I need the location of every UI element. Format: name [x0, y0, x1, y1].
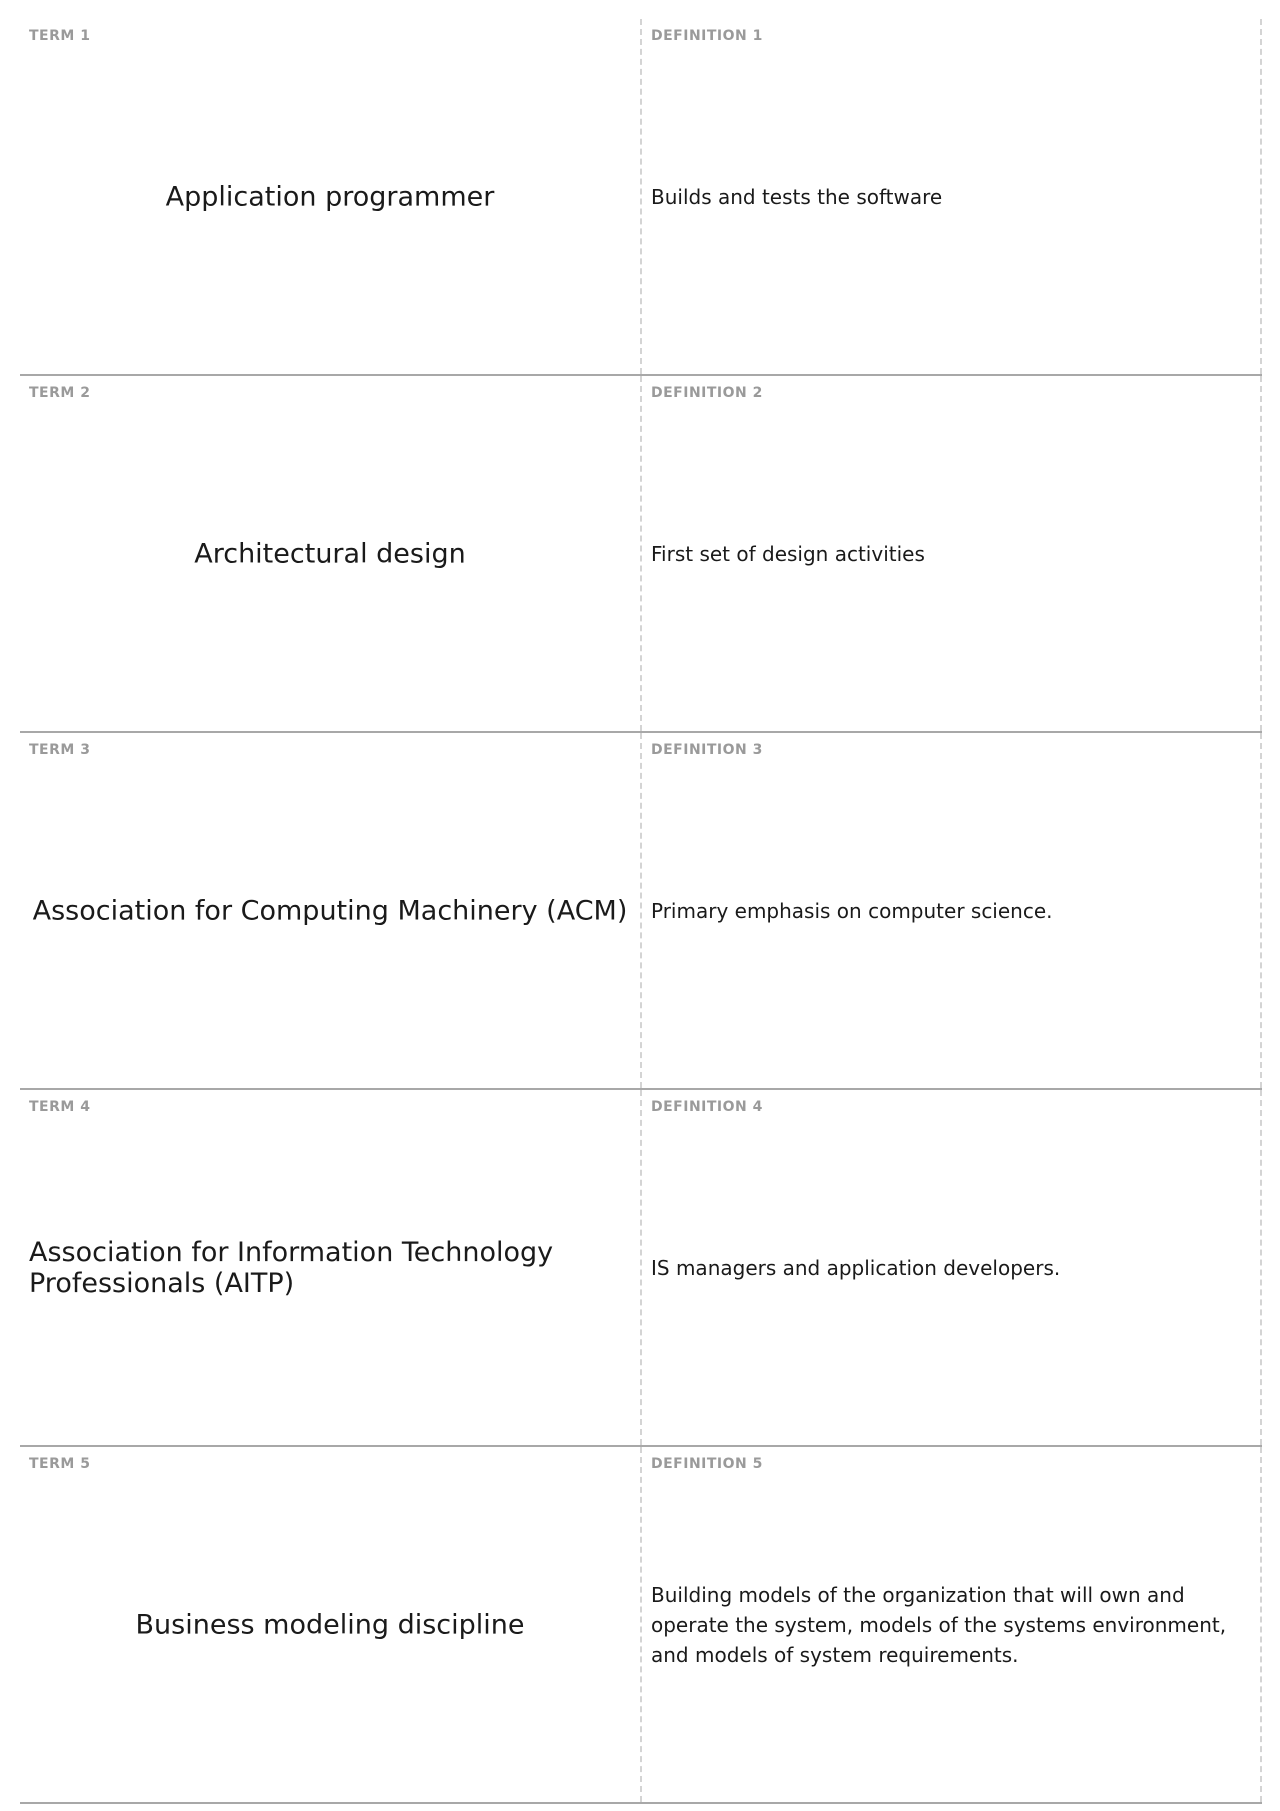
term-text: Association for Computing Machinery (ACM) — [32, 895, 628, 926]
definition-cell — [642, 1447, 1262, 1802]
definition-label: DEFINITION 2 — [651, 385, 763, 401]
term-cell — [20, 733, 642, 1088]
term-text: Association for Information Technology Professionals (AITP) — [29, 1236, 554, 1299]
flashcard-row — [20, 19, 1262, 376]
definition-cell — [642, 1090, 1262, 1445]
definition-text: Primary emphasis on computer science. — [651, 898, 1053, 923]
definition-text: Builds and tests the software — [651, 184, 943, 209]
definition-label: DEFINITION 3 — [651, 742, 763, 758]
term-text: Application programmer — [165, 181, 495, 212]
flashcard-row — [20, 376, 1262, 733]
flashcard-row — [20, 1447, 1262, 1804]
term-cell — [20, 376, 642, 731]
definition-text: Building models of the organization that will own and operate the system, models of the systems environment, and models of system requirements. — [651, 1582, 1227, 1667]
term-label: TERM 3 — [29, 742, 91, 758]
term-text: Business modeling discipline — [135, 1609, 525, 1640]
flashcard-sheet — [20, 19, 1262, 1804]
definition-label: DEFINITION 1 — [651, 28, 763, 44]
definition-cell — [642, 733, 1262, 1088]
term-cell — [20, 1447, 642, 1802]
definition-label: DEFINITION 4 — [651, 1099, 763, 1115]
flashcard-row — [20, 1090, 1262, 1447]
term-text: Architectural design — [194, 538, 466, 569]
flashcard-row — [20, 733, 1262, 1090]
definition-cell — [642, 376, 1262, 731]
term-label: TERM 2 — [29, 385, 91, 401]
definition-cell — [642, 19, 1262, 374]
definition-label: DEFINITION 5 — [651, 1456, 763, 1472]
term-cell — [20, 1090, 642, 1445]
definition-text: First set of design activities — [651, 541, 925, 566]
term-label: TERM 4 — [29, 1099, 91, 1115]
term-label: TERM 1 — [29, 28, 91, 44]
term-label: TERM 5 — [29, 1456, 91, 1472]
definition-text: IS managers and application developers. — [651, 1255, 1061, 1280]
term-cell — [20, 19, 642, 374]
